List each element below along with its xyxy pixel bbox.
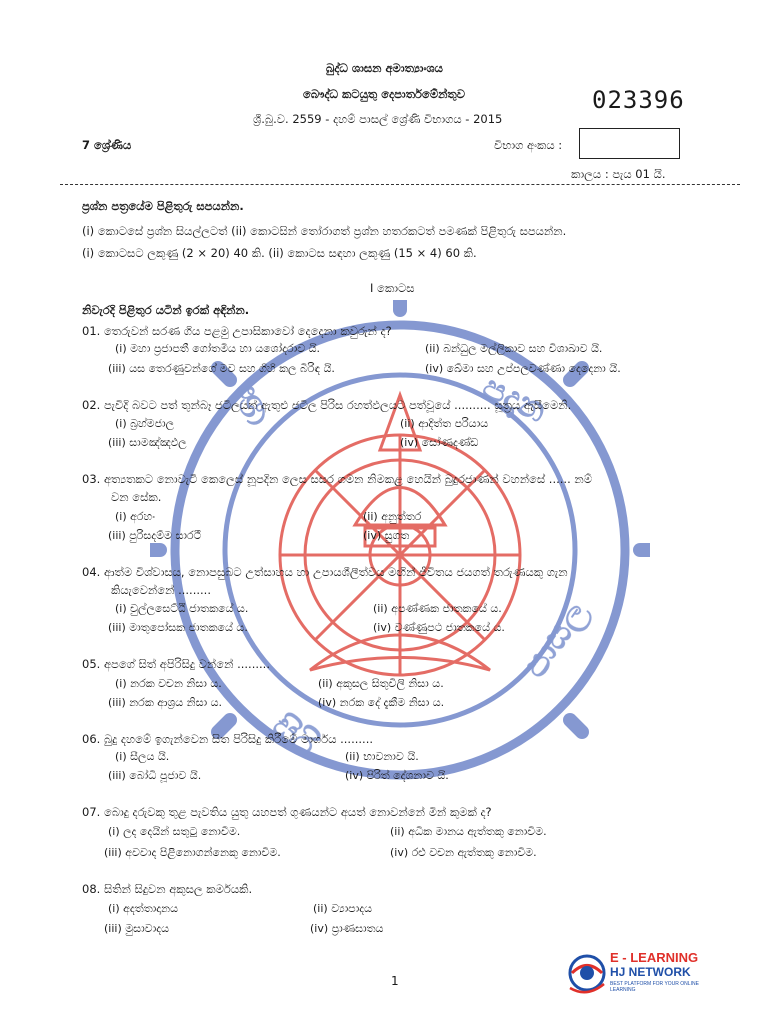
- question-04-continued: කියැවෙන්නේ .........: [111, 583, 211, 597]
- q02-option-i[interactable]: (i) බ්‍රහ්මජාල: [115, 417, 175, 430]
- q04-option-iii[interactable]: (iii) මාතුපෝසක ජාතකයේ ය.: [108, 621, 248, 634]
- question-08: [82, 882, 252, 897]
- q07-option-iv[interactable]: (iv) රළු වචන ඇත්තකු නොවීම.: [390, 846, 537, 859]
- question-text: බොදු දරුවකු තුළ පැවතිය යුතු යහපත් ගුණයන්ට අයත් නොවන්නේ මින් කුමක් ද?: [103, 805, 492, 819]
- q01-option-iii[interactable]: (iii) යස තෙරණුවන්ගේ මව සහ ගිහි කල බිරිඳ යි.: [108, 362, 335, 375]
- question-06: [82, 732, 373, 747]
- question-04: [82, 565, 568, 580]
- instruction-line-1: ප්‍රශ්න පත්‍රයේම පිළිතුරු සපයන්න.: [82, 199, 244, 213]
- q05-option-iii[interactable]: (iii) නරක ආශ්‍රය නිසා ය.: [108, 696, 223, 709]
- q06-option-i[interactable]: (i) සීලය යි.: [115, 750, 170, 763]
- question-07: [82, 805, 492, 820]
- q06-option-ii[interactable]: (ii) භාවනාව යි.: [345, 750, 419, 763]
- svg-text:පාසල: පාසල: [514, 592, 596, 686]
- logo-subtitle: HJ NETWORK: [610, 965, 691, 979]
- q02-option-ii[interactable]: (ii) ආදිත්ත පරියාය: [400, 417, 489, 430]
- svg-text:පදාන: පදාන: [476, 366, 553, 431]
- header-divider: [60, 184, 740, 185]
- q03-option-iv[interactable]: (iv) සුගත: [363, 529, 410, 542]
- q07-option-iii[interactable]: (iii) අවවාද පිළිනොගන්නෙකු නොවීම.: [104, 846, 281, 859]
- question-03-continued: වන සේක.: [111, 490, 162, 504]
- question-number: 04.: [82, 565, 101, 579]
- q07-option-i[interactable]: (i) ලද දෙයින් සතුටු නොවීම.: [108, 825, 241, 838]
- question-text: පැවිදි බවට පත් තුන්බෑ ජටිලයන් ඇතුළු ජටිල පිරිස රහත්ඵලයට පත්වූයේ .......... සූත්‍රය ඇසීමෙනි.: [103, 398, 572, 412]
- question-number: 02.: [82, 398, 101, 412]
- q05-option-iv[interactable]: (iv) නරක දේ දැකීම නිසා ය.: [318, 696, 445, 709]
- question-text: සිතින් සිදුවන අකුසල කර්මයකි.: [103, 882, 253, 896]
- svg-text:සිරි: සිරි: [264, 706, 325, 766]
- q01-option-ii[interactable]: (ii) බන්ධුල මල්ලිකාව සහ විශාඛාව යි.: [425, 342, 603, 355]
- q04-option-iv[interactable]: (iv) වණ්ණුපථ ජාතකයේ ය.: [373, 621, 505, 634]
- q01-option-iv[interactable]: (iv) ඛේමා සහ උප්පලවණ්ණා දෙදෙනා යි.: [425, 362, 621, 375]
- elearning-hj-network-logo: [566, 948, 716, 998]
- department-name: බෞද්ධ කටයුතු දෙපාර්තමේන්තුව: [303, 87, 466, 101]
- q07-option-ii[interactable]: (ii) අධික මානය ඇත්තකු නොවීම.: [390, 825, 547, 838]
- q02-option-iv[interactable]: (iv) සෝණදණ්ඩ: [400, 436, 479, 449]
- question-number: 08.: [82, 882, 101, 896]
- q08-option-iv[interactable]: (iv) ප්‍රාණඝාතය: [310, 922, 384, 935]
- exam-title: ශ්‍රී.බු.ව. 2559 - දහම් පාසල් ශ්‍රේණි විභාගය - 2015: [253, 112, 503, 126]
- question-01: [82, 324, 392, 339]
- question-number: 05.: [82, 657, 101, 671]
- index-number-box[interactable]: [579, 128, 680, 159]
- instruction-line-2: (i) කොටසේ ප්‍රශ්න සියල්ලටත් (ii) කොටසින් තෝරාගත් ප්‍රශ්න හතරකටත් පමණක් පිළිතුරු සපයන්න.: [82, 224, 567, 238]
- q08-option-i[interactable]: (i) අදත්තාදානය: [108, 902, 179, 915]
- question-text: අපගේ සිත් අපිරිසිදු වන්නේ .........: [103, 657, 270, 671]
- question-text: අත්‍යතකට නොවැටී කෙලෙස් නූපදින ලෙස සසර ගමන නිමකළ හෙයින් බුදුරජාණන් වහන්සේ ...... නම්: [103, 472, 592, 486]
- q04-option-ii[interactable]: (ii) අපණ්ණක ජාතකයේ ය.: [373, 602, 502, 615]
- q08-option-iii[interactable]: (iii) මුසාවාදය: [104, 922, 170, 935]
- svg-text:ශ්‍රී: ශ්‍රී: [229, 380, 271, 428]
- q03-option-ii[interactable]: (ii) අනුත්තර: [363, 510, 422, 523]
- question-number: 03.: [82, 472, 101, 486]
- q05-option-i[interactable]: (i) නරක වචන නිසා ය.: [115, 677, 222, 690]
- question-05: [82, 657, 270, 672]
- q02-option-iii[interactable]: (iii) සාමඤ්ඤඵල: [108, 436, 187, 449]
- q06-option-iii[interactable]: (iii) බෝධි පූජාව යි.: [108, 769, 202, 782]
- index-number-label: විභාග අංකය :: [494, 138, 563, 152]
- q03-option-iii[interactable]: (iii) පුරිසදම්ම සාරථී: [108, 529, 202, 542]
- logo-title: E - LEARNING: [610, 950, 699, 965]
- page-number: 1: [391, 974, 399, 988]
- logo-tagline: BEST PLATFORM FOR YOUR ONLINE LEARNING: [610, 981, 699, 993]
- question-text: ආත්ම විශ්වාසය, නොපසුබට උත්සාහය හා උපායශීලීත්වය මඟින් ජීවිතය ජයගත් තරුණයකු ගැන: [103, 565, 568, 579]
- question-number: 07.: [82, 805, 101, 819]
- question-number: 01.: [82, 324, 101, 338]
- globe-icon: [566, 950, 608, 996]
- section-instruction: නිවැරදි පිළිතුර යටින් ඉරක් අඳින්න.: [82, 303, 250, 317]
- q03-option-i[interactable]: (i) අරහං: [115, 510, 156, 523]
- question-number: 06.: [82, 732, 101, 746]
- section-title: I කොටස: [370, 281, 415, 295]
- question-02: [82, 398, 571, 413]
- q05-option-ii[interactable]: (ii) අකුසල සිතුවිලි නිසා ය.: [318, 677, 444, 690]
- q06-option-iv[interactable]: (iv) පිරිත් දේශනාව යි.: [345, 769, 449, 782]
- serial-number: 023396: [592, 86, 685, 114]
- grade-label: 7 ශ්‍රේණිය: [82, 138, 132, 152]
- time-allowed: කාලය : පැය 01 යි.: [571, 167, 666, 181]
- question-text: බුදු දහමේ ඉගැන්වෙන සිත පිරිසිදු කිරීමේ මාර්ගය .........: [103, 732, 374, 746]
- ministry-name: බුද්ධ ශාසන අමාත්‍යාංශය: [326, 61, 443, 75]
- question-text: තෙරුවන් සරණ ගිය පළමු උපාසිකාවෝ දෙදෙනා කවුරුන් ද?: [103, 324, 392, 338]
- question-03: [82, 472, 592, 487]
- q04-option-i[interactable]: (i) චුල්ලසෙට්ඨි ජාතකයේ ය.: [115, 602, 249, 615]
- q08-option-ii[interactable]: (ii) ව්‍යාපාදය: [313, 902, 373, 915]
- instruction-line-3: (i) කොටසට ලකුණු (2 × 20) 40 කි. (ii) කොටස සඳහා ලකුණු (15 × 4) 60 කි.: [82, 246, 477, 260]
- q01-option-i[interactable]: (i) මහා ප්‍රජාපතී ගෝතමිය හා යශෝදරාව යි.: [115, 342, 321, 355]
